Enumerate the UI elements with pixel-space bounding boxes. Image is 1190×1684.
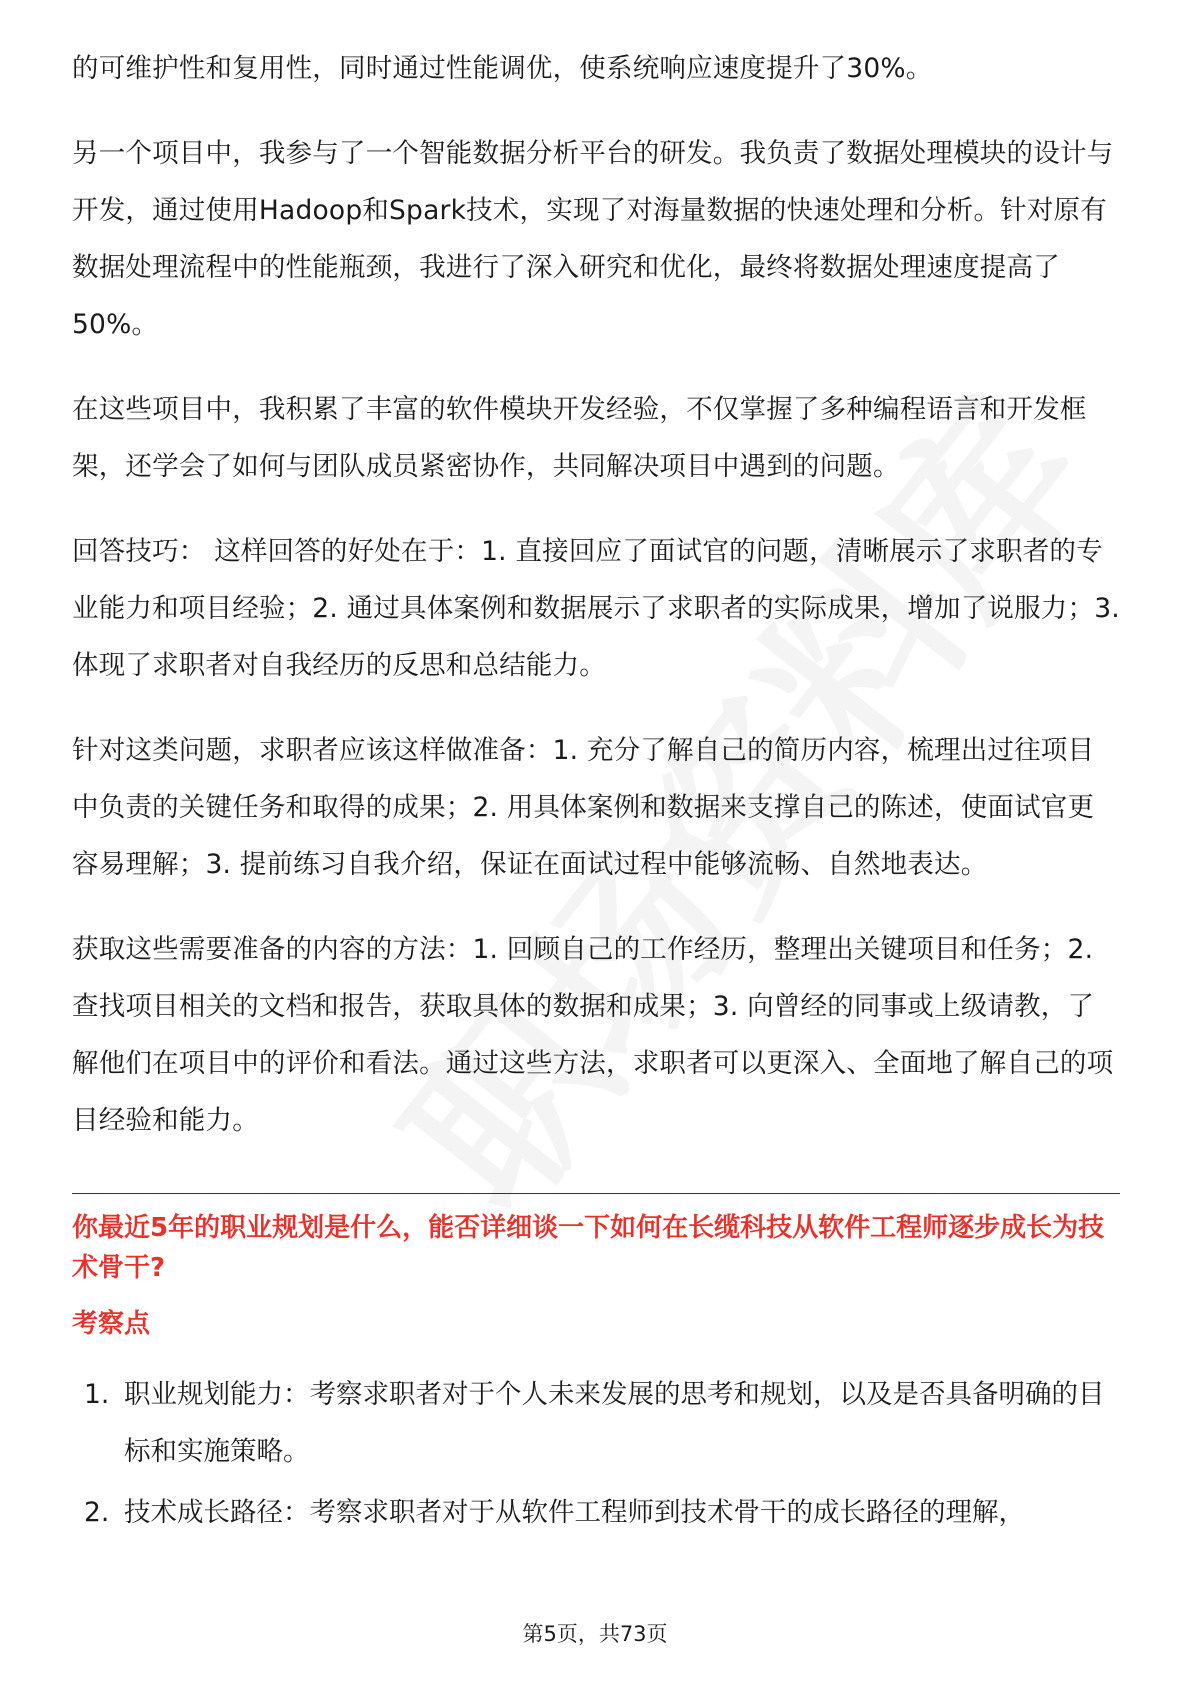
paragraph-1: 的可维护性和复用性，同时通过性能调优，使系统响应速度提升了30%。 (72, 53, 933, 84)
assessment-list (72, 1366, 1120, 1541)
page-footer: 第5页，共73页 (522, 1622, 668, 1646)
list-item-text: 技术成长路径：考察求职者对于从软件工程师到技术骨干的成长路径的理解， (124, 1497, 1025, 1528)
section-divider (72, 1193, 1120, 1194)
document-page (72, 40, 1120, 1545)
paragraph-3: 在这些项目中，我积累了丰富的软件模块开发经验，不仅掌握了多种编程语言和开发框架，还学会了如何与团队成员紧密协作，共同解决项目中遇到的问题。 (72, 394, 1087, 482)
list-item-number: 2. (84, 1497, 110, 1528)
list-item-text: 职业规划能力：考察求职者对于个人未来发展的思考和规划，以及是否具备明确的目标和实施策略。 (124, 1379, 1105, 1467)
interview-question: 你最近5年的职业规划是什么，能否详细谈一下如何在长缆科技从软件工程师逐步成长为技术骨干? (72, 1213, 1105, 1283)
section-title-assessment: 考察点 (72, 1309, 151, 1339)
paragraph-2: 另一个项目中，我参与了一个智能数据分析平台的研发。我负责了数据处理模块的设计与开发，通过使用Hadoop和Spark技术，实现了对海量数据的快速处理和分析。针对原有数据处理流程中的性能瓶颈，我进行了深入研究和优化，最终将数据处理速度提高了50%。 (72, 138, 1114, 340)
list-item (72, 1484, 1120, 1541)
paragraph-answer-tips: 回答技巧： 这样回答的好处在于：1. 直接回应了面试官的问题，清晰展示了求职者的专业能力和项目经验；2. 通过具体案例和数据展示了求职者的实际成果，增加了说服力；3. 体现了求职者对自我经历的反思和总结能力。 (72, 536, 1120, 681)
paragraph-methods: 获取这些需要准备的内容的方法：1. 回顾自己的工作经历，整理出关键项目和任务；2. 查找项目相关的文档和报告，获取具体的数据和成果；3. 向曾经的同事或上级请教，了解他们在项目中的评价和看法。通过这些方法，求职者可以更深入、全面地了解自己的项目经验和能力。 (72, 934, 1114, 1136)
paragraph-preparation: 针对这类问题，求职者应该这样做准备：1. 充分了解自己的简历内容，梳理出过往项目中负责的关键任务和取得的成果；2. 用具体案例和数据来支撑自己的陈述，使面试官更容易理解；3. 提前练习自我介绍，保证在面试过程中能够流畅、自然地表达。 (72, 735, 1095, 880)
list-item (72, 1366, 1120, 1480)
list-item-number: 1. (84, 1379, 110, 1410)
